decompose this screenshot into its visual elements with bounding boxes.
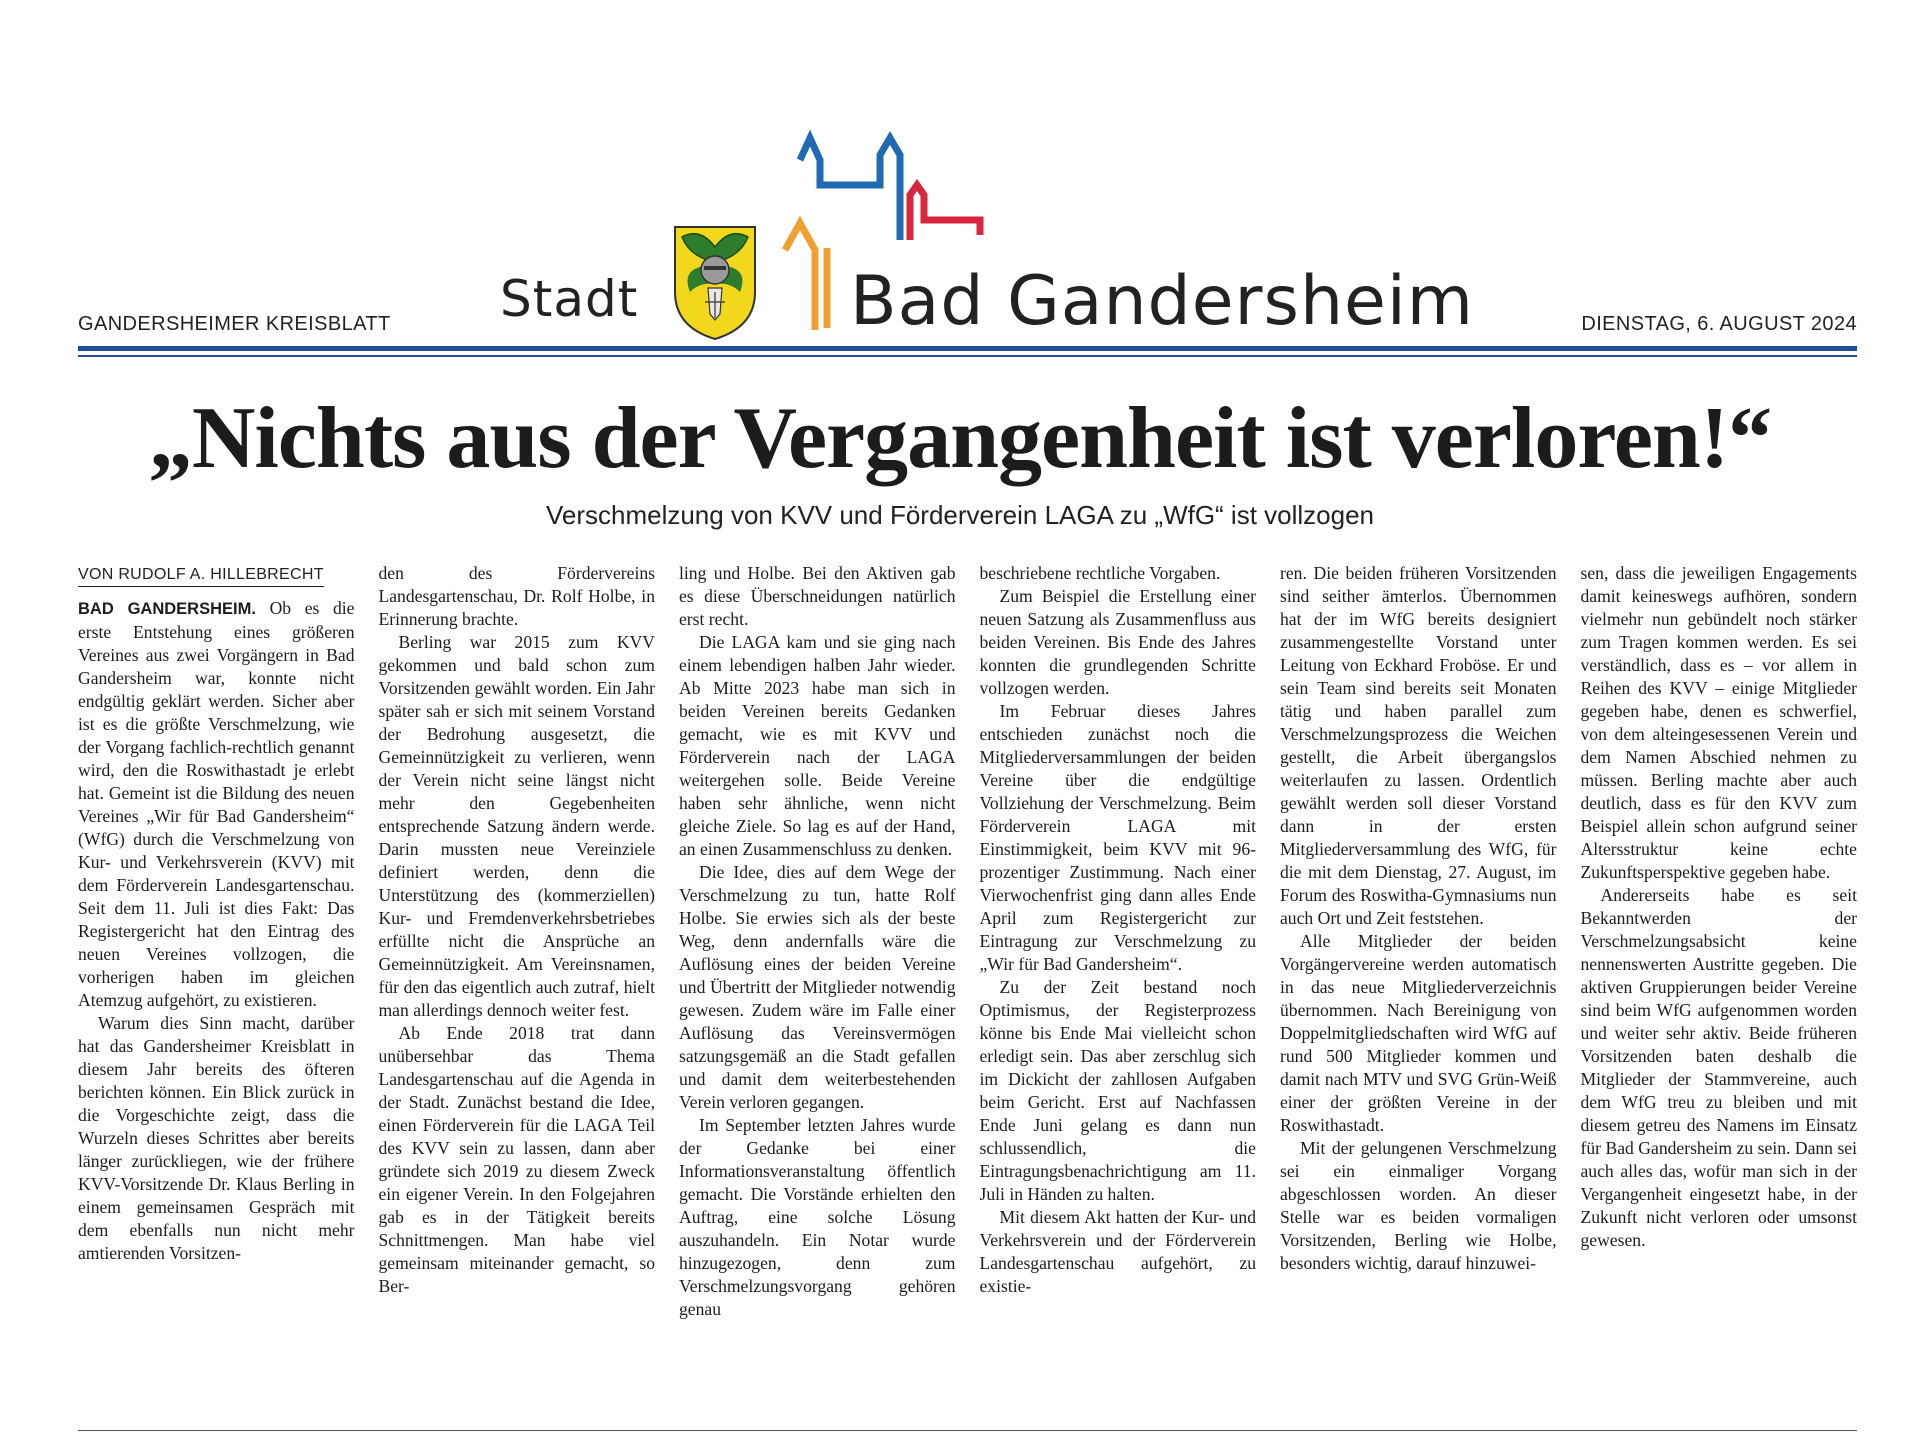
column-2 bbox=[379, 562, 656, 1412]
paragraph: Berling war 2015 zum KVV gekommen und bald schon zum Vorsitzenden gewählt worden. Ein Jahr später sah er sich mit seinem Vorstand der Bedrohung ausgesetzt, die Gemeinnützigkeit zu verlieren, wenn der Verein nicht seine längst nicht mehr den Gegebenheiten entsprechende Satzung ändern werde. Darin mussten neue Vereinziele definiert werden, denn die Unterstützung des (kommerziellen) Kur- und Fremdenverkehrsbetriebes erfüllte nicht die Ansprüche an Gemeinnützigkeit. Am Vereinsnamen, für den das eigentlich auch zutraf, hielt man allerdings dennoch weiter fest. bbox=[378, 632, 655, 1020]
paragraph: Mit der gelungenen Verschmelzung sei ein einmaliger Vorgang abgeschlossen worden. An dieser Stelle war es beiden vormaligen Vorsitzenden, Berling wie Holbe, besonders wichtig, darauf hinzuwei- bbox=[1280, 1138, 1557, 1273]
column-5 bbox=[1280, 562, 1557, 1412]
paragraph: den des Fördervereins Landesgartenschau, Dr. Rolf Holbe, in Erinnerung brachte. bbox=[378, 563, 655, 629]
masthead-rule bbox=[78, 346, 1857, 351]
column-4 bbox=[980, 562, 1257, 1412]
paragraph: Ab Ende 2018 trat dann unübersehbar das Thema Landesgartenschau auf die Agenda in der Stadt. Zunächst bestand die Idee, einen Förderverein für die LAGA Teil des KVV sein zu lassen, dann aber gründete sich 2019 zu diesem Zweck ein eigener Verein. In den Folgejahren gab es in der Tätigkeit bereits Schnittmengen. Man habe viel gemeinsam miteinander gemacht, so Ber- bbox=[378, 1023, 655, 1296]
masthead-rule-thin bbox=[78, 355, 1857, 357]
masthead-stadt: Stadt bbox=[500, 270, 639, 328]
paragraph: Im September letzten Jahres wurde der Gedanke bei einer Informationsveranstaltung öffentlich gemacht. Die Vorstände erhielten den Auftrag, eine solche Lösung auszuhandeln. Ein Notar wurde hinzugezogen, denn zum Verschmelzungsvorgang gehören genau bbox=[679, 1115, 956, 1319]
paragraph: Mit diesem Akt hatten der Kur- und Verkehrsverein und der Förderverein Landesgartenschau aufgehört, zu existie- bbox=[979, 1207, 1256, 1296]
paragraph: Die Idee, dies auf dem Wege der Verschmelzung zu tun, hatte Rolf Holbe. Sie erwies sich als der beste Weg, denn andernfalls wäre die Auflösung eines der beiden Vereine und Übertritt der Mitglieder notwendig gewesen. Zudem wäre im Falle einer Auflösung das Vereinsvermögen satzungsgemäß an die Stadt gefallen und damit dem weiterbestehenden Verein verloren gegangen. bbox=[679, 862, 956, 1112]
paragraph: Im Februar dieses Jahres entschieden zunächst noch die Mitgliederversammlungen der beiden Vereine über die endgültige Vollziehung der Verschmelzung. Beim Förderverein LAGA mit Einstimmigkeit, beim KVV mit 96-prozentiger Zustimmung. Nach einer Vierwochenfrist ging dann alles Ende April zum Registergericht zur Eintragung zur Verschmelzung zu „Wir für Bad Gandersheim“. bbox=[979, 701, 1256, 974]
paragraph: Warum dies Sinn macht, darüber hat das Gandersheimer Kreisblatt in diesem Jahr bereits des öfteren berichten können. Ein Blick zurück in die Vorgeschichte zeigt, dass die Wurzeln dieses Schrittes aber bereits länger zurückliegen, wie der frühere KVV-Vorsitzende Dr. Klaus Berling in einem gemeinsamen Gespräch mit dem ebenfalls nun nicht mehr amtierenden Vorsitzen- bbox=[78, 1013, 355, 1263]
byline: VON RUDOLF A. HILLEBRECHT bbox=[78, 564, 324, 587]
coat-of-arms-icon bbox=[670, 222, 760, 342]
paragraph: Andererseits habe es seit Bekanntwerden der Verschmelzungsabsicht keine nennenswerten Austritte gegeben. Die aktiven Gruppierungen beider Vereine sind beim WfG aufgenommen worden und weiter sehr aktiv. Beide früheren Vorsitzenden baten deshalb die Mitglieder der Stammvereine, auch dem WfG treu zu bleiben und mit diesem getreu des Namens im Einsatz für Bad Gandersheim zu sein. Dann sei auch alles das, wofür man sich in der Vergangenheit eingesetzt habe, in der Zukunft nicht verloren oder umsonst gewesen. bbox=[1580, 885, 1857, 1250]
column-1 bbox=[78, 562, 355, 1412]
paragraph: Die LAGA kam und sie ging nach einem lebendigen halben Jahr wieder. Ab Mitte 2023 habe man sich in beiden Vereinen bereits Gedanken gemacht, wie es mit KVV und Förderverein nach der LAGA weitergehen solle. Beide Vereine haben sehr ähnliche, wenn nicht gleiche Ziele. So lag es auf der Hand, an einen Zusammenschluss zu denken. bbox=[679, 632, 956, 859]
paragraph-text: Ob es die erste Entstehung eines größeren Vereines aus zwei Vorgängern in Bad Gandersheim war, konnte nicht endgültig geklärt werden. Sicher aber ist es die größte Verschmelzung, wie der Vorgang fachlich-rechtlich genannt wird, den die Roswithastadt je erlebt hat. Gemeint ist die Bildung des neuen Vereines „Wir für Bad Gandersheim“ (WfG) durch die Verschmelzung von Kur- und Verkehrsverein (KVV) mit dem Förderverein Landesgartenschau. Seit dem 11. Juli ist dies Fakt: Das Registergericht hat den Eintrag des neuen Vereines vollzogen, die vorherigen haben im gleichen Atemzug aufgehört, zu existieren. bbox=[78, 598, 355, 1010]
paragraph: Zum Beispiel die Erstellung einer neuen Satzung als Zusammenfluss aus beiden Vereinen. Bis Ende des Jahres konnten die grundlegenden Schritte vollzogen werden. bbox=[979, 586, 1256, 698]
paragraph bbox=[78, 597, 355, 1012]
newspaper-name: GANDERSHEIMER KREISBLATT bbox=[78, 313, 391, 335]
paragraph: sen, dass die jeweiligen Engagements damit keineswegs aufhören, sondern vielmehr nun gebündelt noch stärker zum Tragen kommen werden. Es sei verständlich, dass es – vor allem in Reihen des KVV – einige Mitglieder gegeben habe, denen es schwerfiel, von dem alteingesessenen Verein und dem Namen Abschied nehmen zu müssen. Berling machte aber auch deutlich, dass es für den KVV zum Beispiel allein schon aufgrund seiner Altersstruktur keine echte Zukunftsperspektive gegeben habe. bbox=[1580, 563, 1857, 882]
paragraph: Zu der Zeit bestand noch Optimismus, der Registerprozess könne bis Ende Mai vielleicht schon erledigt sein. Das aber zerschlug sich im Dickicht der zahllosen Aufgaben beim Gericht. Erst auf Nachfassen Ende Juni gelang es dann nun schlussendlich, die Eintragungsbenachrichtigung am 11. Juli in Händen zu halten. bbox=[979, 977, 1256, 1204]
paragraph: ling und Holbe. Bei den Aktiven gab es diese Überschneidungen natürlich erst recht. bbox=[679, 563, 956, 629]
paragraph: Alle Mitglieder der beiden Vorgängervereine werden automatisch in das neue Mitgliederverzeichnis übernommen. Nach Bereinigung von Doppelmitgliedschaften wird WfG auf rund 500 Mitglieder kommen und damit nach MTV und SVG Grün-Weiß einer der größten Vereine in der Roswithastadt. bbox=[1280, 931, 1557, 1135]
bottom-rule bbox=[78, 1430, 1857, 1431]
column-6 bbox=[1581, 562, 1858, 1412]
article-body bbox=[78, 562, 1857, 1412]
dateline: BAD GANDERSHEIM. bbox=[78, 600, 256, 618]
issue-date: DIENSTAG, 6. AUGUST 2024 bbox=[1581, 313, 1857, 335]
subheadline: Verschmelzung von KVV und Förderverein LAGA zu „WfG“ ist vollzogen bbox=[545, 500, 1375, 530]
headline: „Nichts aus der Vergangenheit ist verloren!“ bbox=[148, 390, 1772, 487]
masthead-city-name: Bad Gandersheim bbox=[850, 262, 1475, 341]
paragraph: ren. Die beiden früheren Vorsitzenden sind seither ämterlos. Übernommen hat der im WfG bereits designiert zusammengestellte Vorstand unter Leitung von Eckhard Froböse. Er und sein Team sind bereits seit Monaten tätig und haben parallel zum Verschmelzungsprozess die Weichen gestellt, die Arbeit übergangslos weiterlaufen zu lassen. Ordentlich gewählt werden soll dieser Vorstand dann in der ersten Mitgliederversammlung des WfG, für die mit dem Dienstag, 27. August, im Forum des Roswitha-Gymnasiums nun auch Ort und Zeit feststehen. bbox=[1280, 563, 1557, 928]
column-3 bbox=[679, 562, 956, 1412]
paragraph: beschriebene rechtliche Vorgaben. bbox=[979, 563, 1221, 583]
